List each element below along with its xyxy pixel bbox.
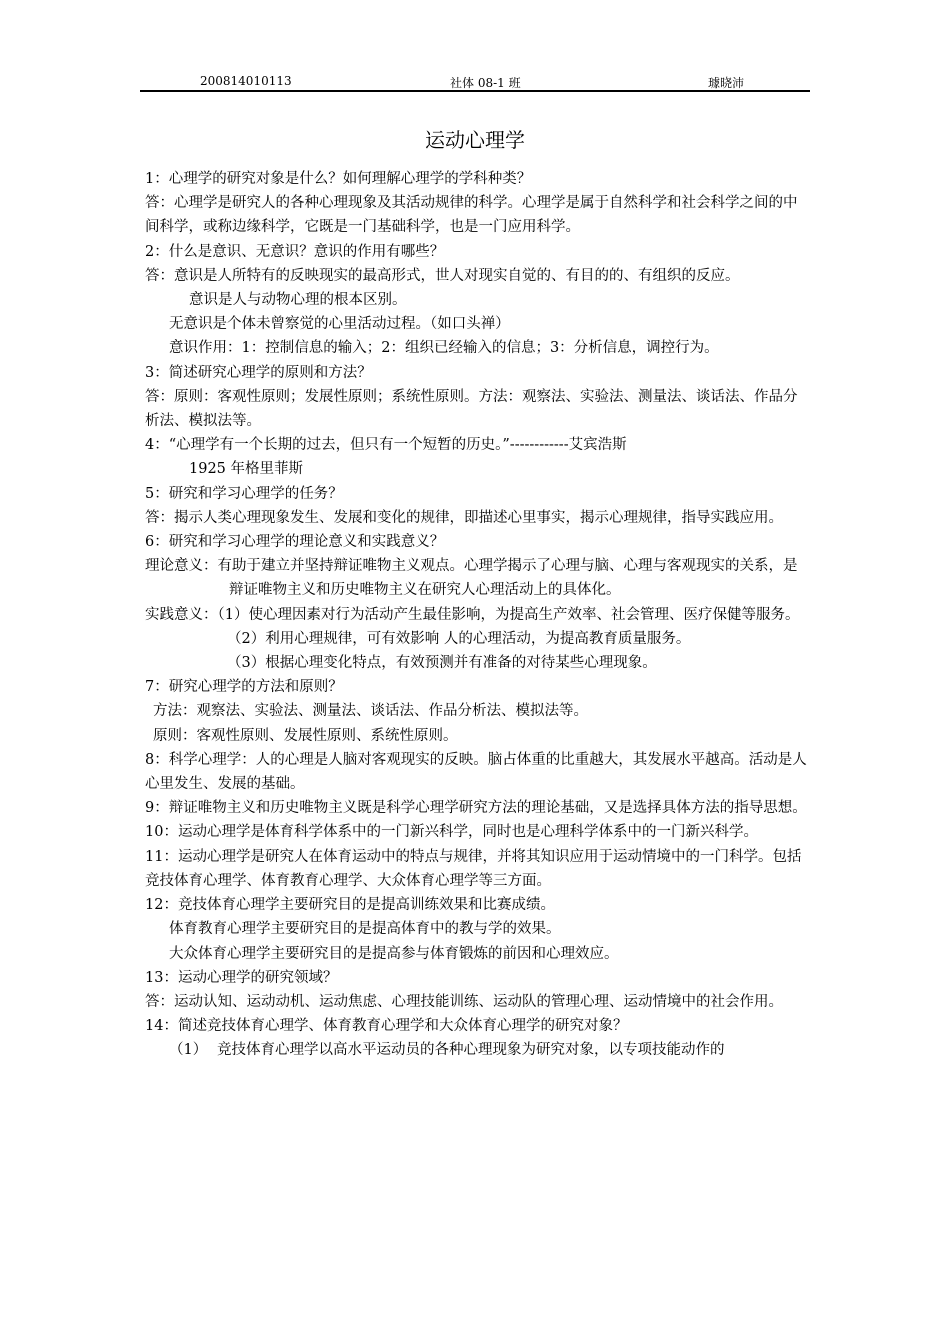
answer-14-item-1-text: 竞技体育心理学以高水平运动员的各种心理现象为研究对象，以专项技能动作的 bbox=[217, 1042, 725, 1059]
answer-3: 答：原则：客观性原则；发展性原则；系统性原则。方法：观察法、实验法、测量法、谈话法、作品分析法、模拟法等。 bbox=[145, 388, 798, 430]
answer-2-line-1: 答：意识是人所特有的反映现实的最高形式，世人对现实自觉的、有目的的、有组织的反应。 bbox=[145, 267, 740, 284]
item-12-line-1: 12：竞技体育心理学主要研究目的是提高训练效果和比赛成绩。 bbox=[145, 897, 555, 914]
answer-2-line-4: 意识作用：1：控制信息的输入；2：组织已经输入的信息；3：分析信息，调控行为。 bbox=[169, 340, 719, 357]
answer-6-practice-1: 实践意义：（1）使心理因素对行为活动产生最佳影响，为提高生产效率、社会管理、医疗保健等服务。 bbox=[145, 606, 800, 623]
answer-6-practice-2: （2）利用心理规律，可有效影响 人的心理活动，为提高教育质量服务。 bbox=[227, 630, 691, 647]
answer-2-line-3: 无意识是个体未曾察觉的心里活动过程。（如口头禅） bbox=[169, 316, 510, 333]
item-12-line-3: 大众体育心理学主要研究目的是提高参与体育锻炼的前因和心理效应。 bbox=[169, 945, 619, 962]
question-1: 1：心理学的研究对象是什么？如何理解心理学的学科种类？ bbox=[145, 171, 532, 187]
answer-13: 答：运动认知、运动动机、运动焦虑、心理技能训练、运动队的管理心理、运动情境中的社会作用。 bbox=[145, 993, 783, 1010]
document-title: 运动心理学 bbox=[425, 128, 525, 152]
answer-6-practice-3: （3）根据心理变化特点，有效预测并有准备的对待某些心理现象。 bbox=[227, 655, 657, 672]
answer-5: 答：揭示人类心理现象发生、发展和变化的规律，即描述心里事实，揭示心理规律，指导实践应用。 bbox=[145, 509, 783, 526]
item-9: 9：辩证唯物主义和历史唯物主义既是科学心理学研究方法的理论基础，又是选择具体方法的指导思想。 bbox=[145, 800, 807, 817]
answer-14-item-1 bbox=[145, 1038, 810, 1062]
item-10: 10：运动心理学是体育科学体系中的一门新兴科学，同时也是心理科学体系中的一门新兴科学。 bbox=[145, 824, 758, 841]
student-id: 200814010113 bbox=[200, 74, 292, 88]
page-header bbox=[140, 72, 810, 92]
item-11: 11：运动心理学是研究人在体育运动中的特点与规律，并将其知识应用于运动情境中的一门科学。包括竞技体育心理学、体育教育心理学、大众体育心理学等三方面。 bbox=[145, 848, 802, 889]
question-7: 7：研究心理学的方法和原则？ bbox=[145, 679, 343, 696]
question-13: 13：运动心理学的研究领域？ bbox=[145, 969, 338, 986]
question-4-line-2: 1925 年格里菲斯 bbox=[189, 461, 304, 478]
answer-14-item-1-number: （1） bbox=[169, 1042, 208, 1059]
question-14: 14：简述竞技体育心理学、体育教育心理学和大众体育心理学的研究对象？ bbox=[145, 1018, 628, 1035]
answer-1: 答：心理学是研究人的各种心理现象及其活动规律的科学。心理学是属于自然科学和社会科学之间的中间科学，或称边缘科学，它既是一门基础科学，也是一门应用科学。 bbox=[145, 195, 798, 236]
answer-2-line-2: 意识是人与动物心理的根本区别。 bbox=[189, 292, 407, 309]
question-6: 6：研究和学习心理学的理论意义和实践意义？ bbox=[145, 534, 445, 551]
answer-7-methods: 方法：观察法、实验法、测量法、谈话法、作品分析法、模拟法等。 bbox=[153, 703, 588, 720]
document-body bbox=[145, 167, 810, 1063]
question-4: 4：“心理学有一个长期的过去，但只有一个短暂的历史。”------------艾宾浩斯 bbox=[145, 437, 627, 454]
item-12-line-2: 体育教育心理学主要研究目的是提高体育中的教与学的效果。 bbox=[169, 921, 561, 938]
question-2: 2：什么是意识、无意识？意识的作用有哪些？ bbox=[145, 243, 445, 260]
item-8: 8：科学心理学：人的心理是人脑对客观现实的反映。脑占体重的比重越大，其发展水平越高。活动是人心里发生、发展的基础。 bbox=[145, 751, 807, 793]
answer-6-theory: 理论意义：有助于建立并坚持辩证唯物主义观点。心理学揭示了心理与脑、心理与客观现实的关系，是辩证唯物主义和历史唯物主义在研究人心理活动上的具体化。 bbox=[145, 558, 798, 599]
answer-7-principles: 原则：客观性原则、发展性原则、系统性原则。 bbox=[153, 727, 458, 744]
class-name: 社体 08-1 班 bbox=[450, 76, 521, 90]
question-3: 3：简述研究心理学的原则和方法？ bbox=[145, 364, 372, 381]
question-5: 5：研究和学习心理学的任务？ bbox=[145, 485, 343, 502]
author-name: 璩晓沛 bbox=[708, 76, 745, 90]
